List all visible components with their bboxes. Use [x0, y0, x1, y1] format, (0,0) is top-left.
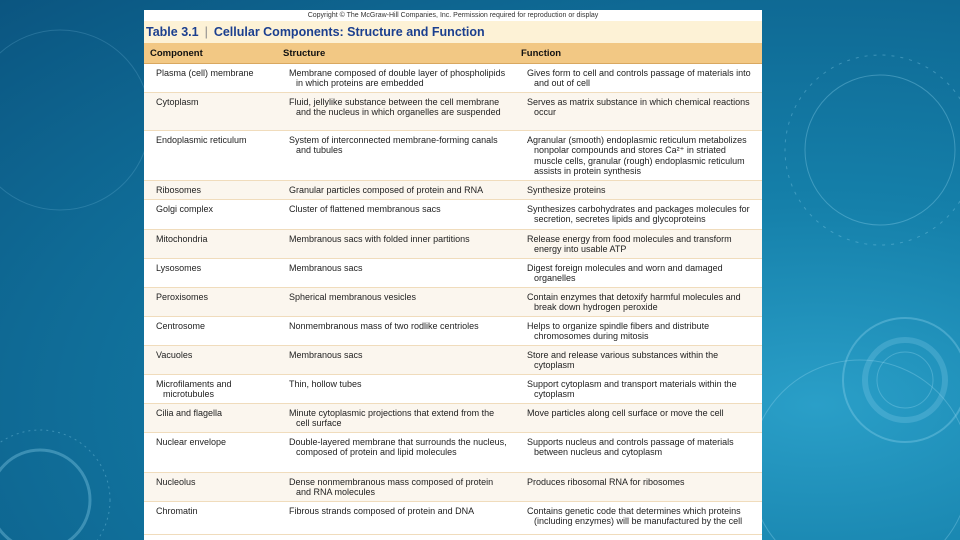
row-structure: Fibrous strands composed of protein and DNA [289, 506, 475, 516]
table-row [144, 473, 762, 502]
row-component: Centrosome [156, 321, 206, 331]
row-function: Serves as matrix substance in which chemical reactions occur [527, 97, 750, 118]
row-function: Contain enzymes that detoxify harmful molecules and break down hydrogen peroxide [527, 292, 741, 313]
table-row [144, 317, 762, 346]
row-structure: Thin, hollow tubes [289, 379, 362, 389]
row-function: Gives form to cell and controls passage of materials into and out of cell [527, 68, 751, 89]
row-component: Endoplasmic reticulum [156, 135, 247, 145]
row-structure: Granular particles composed of protein and RNA [289, 185, 484, 195]
table-row [144, 131, 762, 181]
row-component: Microfilaments and microtubules [156, 379, 232, 400]
row-component: Cilia and flagella [156, 408, 223, 418]
row-function: Digest foreign molecules and worn and damaged organelles [527, 263, 723, 284]
row-component: Nuclear envelope [156, 437, 227, 447]
row-function: Synthesize proteins [527, 185, 606, 195]
row-function: Helps to organize spindle fibers and distribute chromosomes during mitosis [527, 321, 710, 342]
table-row [144, 200, 762, 230]
row-component: Lysosomes [156, 263, 202, 273]
row-function: Agranular (smooth) endoplasmic reticulum metabolizes nonpolar compounds and stores Ca²⁺ in striated muscle cells, granular (rough) endoplasmic reticulum assists in protein synthesis [527, 135, 747, 177]
row-component: Plasma (cell) membrane [156, 68, 254, 78]
table-title-bar [144, 21, 762, 43]
row-structure: Membrane composed of double layer of phospholipids in which proteins are embedded [289, 68, 506, 89]
header-structure: Structure [283, 47, 326, 59]
table-row [144, 346, 762, 375]
row-function: Synthesizes carbohydrates and packages molecules for secretion, secretes lipids and glycoproteins [527, 204, 750, 225]
table-row [144, 288, 762, 317]
table-row [144, 375, 762, 404]
row-function: Supports nucleus and controls passage of materials between nucleus and cytoplasm [527, 437, 734, 458]
row-function: Produces ribosomal RNA for ribosomes [527, 477, 685, 487]
row-structure: Dense nonmembranous mass composed of protein and RNA molecules [289, 477, 494, 498]
row-component: Nucleolus [156, 477, 196, 487]
table-row [144, 259, 762, 288]
table-header-row [144, 43, 762, 64]
table-title: Cellular Components: Structure and Function [213, 25, 485, 39]
header-function: Function [521, 47, 562, 59]
row-function: Support cytoplasm and transport materials within the cytoplasm [527, 379, 737, 400]
row-component: Ribosomes [156, 185, 202, 195]
row-component: Cytoplasm [156, 97, 199, 107]
row-structure: Fluid, jellylike substance between the cell membrane and the nucleus in which organelles are suspended [289, 97, 501, 118]
row-structure: Spherical membranous vesicles [289, 292, 417, 302]
table-row [144, 433, 762, 473]
row-component: Peroxisomes [156, 292, 209, 302]
row-structure: System of interconnected membrane-forming canals and tubules [289, 135, 498, 156]
row-function: Move particles along cell surface or move the cell [527, 408, 724, 418]
row-component: Golgi complex [156, 204, 214, 214]
row-structure: Nonmembranous mass of two rodlike centrioles [289, 321, 479, 331]
row-structure: Membranous sacs [289, 263, 363, 273]
row-function: Store and release various substances within the cytoplasm [527, 350, 719, 371]
table-row [144, 181, 762, 200]
row-structure: Cluster of flattened membranous sacs [289, 204, 441, 214]
table-row [144, 502, 762, 535]
title-separator: | [204, 25, 208, 39]
table-number: Table 3.1 [146, 25, 199, 39]
header-component: Component [150, 47, 203, 59]
row-structure: Double-layered membrane that surrounds the nucleus, composed of protein and lipid molecules [289, 437, 507, 458]
copyright-notice: Copyright © The McGraw-Hill Companies, Inc. Permission required for reproduction or display [307, 12, 599, 19]
row-structure: Minute cytoplasmic projections that extend from the cell surface [289, 408, 495, 429]
row-component: Vacuoles [156, 350, 193, 360]
row-function: Contains genetic code that determines which proteins (including enzymes) will be manufactured by the cell [527, 506, 743, 527]
table-row [144, 404, 762, 433]
row-component: Mitochondria [156, 234, 208, 244]
row-component: Chromatin [156, 506, 198, 516]
row-structure: Membranous sacs with folded inner partitions [289, 234, 470, 244]
row-function: Release energy from food molecules and transform energy into usable ATP [527, 234, 732, 255]
table-row [144, 64, 762, 93]
row-structure: Membranous sacs [289, 350, 363, 360]
table-row [144, 93, 762, 131]
table-row [144, 230, 762, 259]
table-image [144, 10, 762, 540]
